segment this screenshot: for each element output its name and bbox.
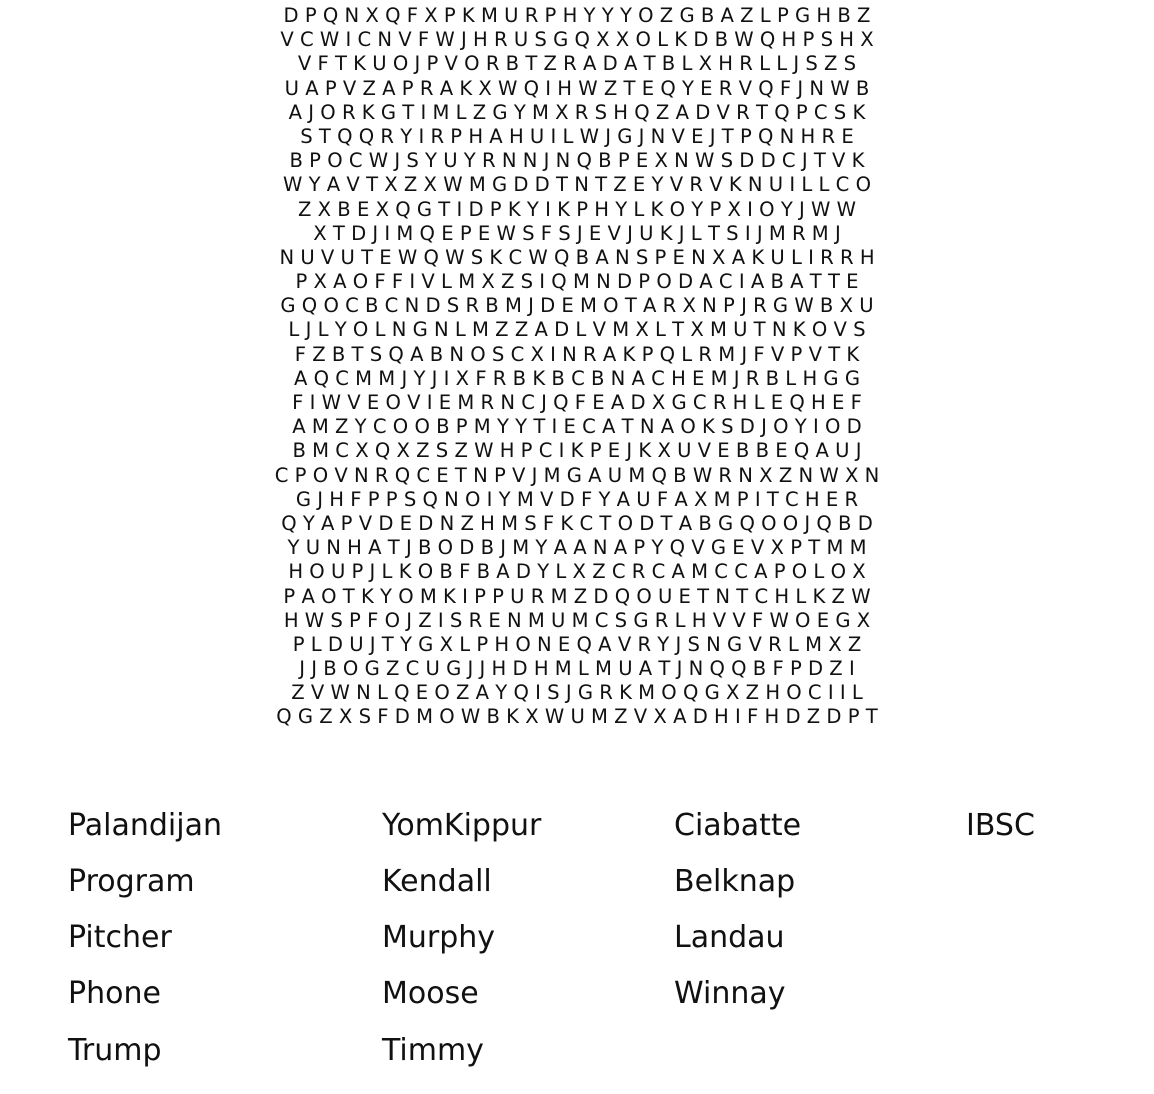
grid-row: Q G Z X S F D M O W B K X W U M Z V X A D H I F H D Z D P T — [276, 705, 878, 729]
grid-row: J J B O G Z C U G J J H D H M L M U A T J N Q Q B F P D Z I — [299, 657, 855, 681]
grid-row: Z X B E X Q G T I D P K Y I K P H Y L K O Y P X I O Y J W W — [297, 197, 857, 221]
word-list-item: Ciabatte — [674, 808, 802, 843]
word-list-item: Kendall — [382, 864, 492, 899]
word-list-item: Landau — [674, 920, 785, 955]
grid-row: G Q O C B C N D S R B M J D E M O T A R X N P J R G W B X U — [280, 294, 874, 318]
grid-row: D P Q N X Q F X P K M U R P H Y Y Y O Z G B A Z L P G H B Z — [283, 4, 871, 27]
word-list-item: Murphy — [382, 920, 496, 955]
word-list-item: Program — [68, 864, 195, 899]
grid-row: U A P V Z A P R A K X W Q I H W Z T E Q Y E R V Q F J N W B — [284, 76, 870, 100]
word-list-item: Trump — [68, 1033, 162, 1068]
word-list-item: Timmy — [382, 1033, 484, 1068]
grid-row: A Q C M M J Y J I X F R B K B C B N A C H E M J R B L H G G — [293, 366, 861, 390]
grid-row: P L D U J T Y G X L P H O N E Q A V R Y J S N G V R L M X Z — [292, 632, 862, 656]
word-list-item: Winnay — [674, 976, 786, 1011]
grid-row: A M Z Y C O O B P M Y Y T I E C A T N A O K S D J O Y I O D — [292, 415, 862, 439]
grid-row: P A O T K Y O M K I P P U R M Z D Q O U E T N T C H L K Z W — [283, 584, 871, 608]
word-list-item: Moose — [382, 976, 479, 1011]
grid-row: Y U N H A T J B O D B J M Y A A N A P Y Q V G E V X P T M M — [287, 536, 867, 560]
word-list-item: Belknap — [674, 864, 796, 899]
grid-row: L J L Y O L N G N L M Z Z A D L V M X L T X M U T N K O V S — [288, 318, 866, 342]
grid-row: P X A O F F I V L M X Z S I Q M N D P O D A C I A B A T T E — [295, 270, 859, 294]
grid-row: Q Y A P V D E D N Z H M S F K C T O D T A B G Q O O J Q B D — [281, 511, 873, 535]
grid-row: F Z B T S Q A B N O S C X I N R A K P Q L R M J F V P V T K — [294, 342, 860, 366]
grid-row: H W S P F O J Z I S R E N M U M C S G R L H V V F W O E G X — [283, 608, 871, 632]
word-list-item: Pitcher — [68, 920, 172, 955]
grid-row: W Y A V T X Z X W M G D D T N T Z E Y V R V K N U I L L C O — [283, 173, 871, 197]
grid-row: H O U P J L K O B F B A D Y L X Z C R C A M C C A P O L O X — [288, 560, 866, 584]
grid-row: G J H F P P S Q N O I Y M V D F Y A U F A X M P I T C H E R — [295, 487, 859, 511]
grid-row: C P O V N R Q C E T N P V J M G A U M Q B W R N X Z N W X N — [274, 463, 880, 487]
grid-row: X T D J I M Q E P E W S F S J E V J U K J L T S I J M R M J — [313, 221, 841, 245]
word-list-item: YomKippur — [382, 808, 542, 843]
grid-row: Z V W N L Q E O Z A Y Q I S J G R K M O Q G X Z H O C I I L — [291, 681, 863, 705]
grid-row: F I W V E O V I E M R N C J Q F E A D X G C R H L E Q H E F — [292, 391, 862, 414]
grid-row: V C W I C N V F W J H R U S G Q X X O L K D B W Q H P S H X — [280, 28, 874, 52]
grid-row: N U V U T E W Q W S K C W Q B A N S P E N X A K U L I R R H — [279, 245, 875, 269]
word-list-item: Phone — [68, 976, 161, 1011]
grid-row: S T Q Q R Y I R P H A H U I L W J G J N V E J T P Q N H R E — [300, 124, 854, 148]
grid-row: B M C X Q X Z S Z W H P C I K P E J K X U V E B B E Q A U J — [292, 439, 862, 463]
word-list-item: Palandijan — [68, 808, 222, 843]
word-list-item: IBSC — [966, 808, 1035, 843]
grid-row: A J O R K G T I M L Z G Y M X R S H Q Z A D V R T Q P C S K — [288, 100, 866, 124]
grid-row: V F T K U O J P V O R B T Z R A D A T B L X H R L L J S Z S — [297, 52, 857, 76]
grid-row: B P O C W J S Y U Y R N N J N Q B P E X N W S D D C J T V K — [289, 149, 865, 173]
